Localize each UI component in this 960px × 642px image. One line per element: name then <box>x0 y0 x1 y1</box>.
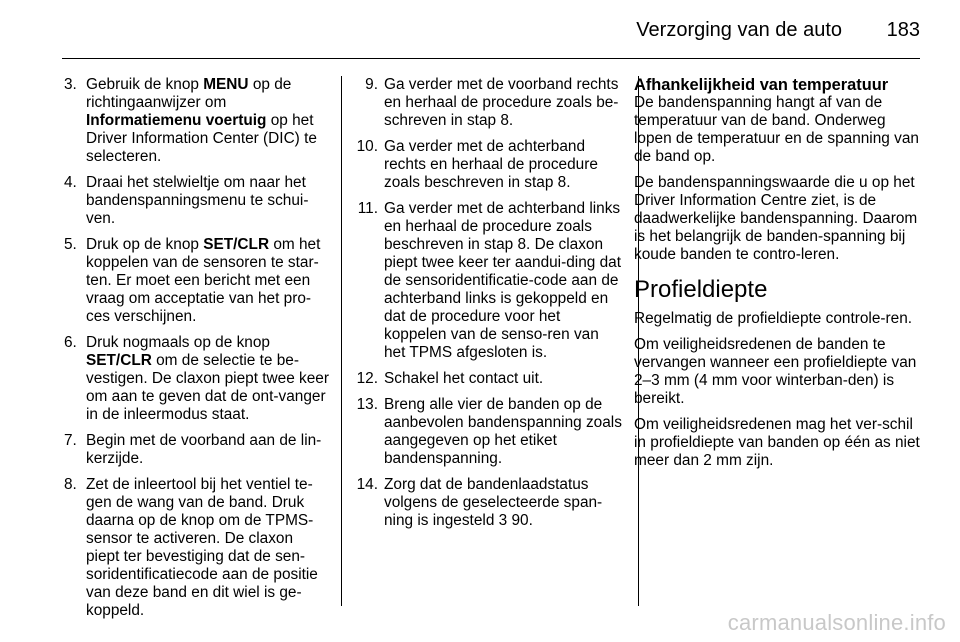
step-item <box>358 476 622 530</box>
step-text: Druk op de knop <box>86 236 204 253</box>
bold-term: SET/CLR <box>203 236 270 253</box>
column-3 <box>634 76 924 478</box>
step-text: Ga verder met de achterband links en herhaal de procedure zoals beschreven in stap 8. De claxon piept twee keer ter aandui-ding dat de sensoridentificatie-code aan de achterband links is gekoppeld en dat de procedure voor het koppelen van de senso-ren van het TPMS afgesloten is. <box>384 200 621 361</box>
step-text: Ga verder met de achterband rechts en herhaal de procedure zoals beschreven in stap 8. <box>384 138 598 191</box>
step-number: 7. <box>64 432 77 449</box>
step-text: Zet de inleertool bij het ventiel te-gen de wang van de band. Druk daarna op de knop om de TPMS-sensor te activeren. De claxon piept ter bevestiging dat de sen-soridentificatiecode aan de positie van deze band en dit wiel is ge-koppeld. <box>86 476 318 619</box>
column-2-steps <box>358 76 622 538</box>
section-title-profieldiepte: Profieldiepte <box>634 276 768 303</box>
header-title: Verzorging van de auto <box>636 19 842 41</box>
step-number: 5. <box>64 236 77 253</box>
step-item <box>64 76 330 166</box>
step-item <box>64 334 330 424</box>
profile-paragraph: Om veiligheidsredenen mag het ver-schil in profieldiepte van banden op één as niet meer dan 2 mm zijn. <box>634 416 920 469</box>
step-item <box>64 476 330 620</box>
step-number: 12. <box>356 370 378 387</box>
profile-paragraph: Regelmatig de profieldiepte controle-ren. <box>634 310 913 327</box>
bold-term: SET/CLR <box>86 352 152 369</box>
watermark: carmanualsonline.info <box>727 610 946 635</box>
step-text: Schakel het contact uit. <box>384 370 544 387</box>
step-item <box>64 432 330 468</box>
step-number: 8. <box>64 476 77 493</box>
step-text: Zorg dat de bandenlaadstatus volgens de geselecteerde span-ning is ingesteld <box>384 476 603 529</box>
step-text: Breng alle vier de banden op de aanbevolen bandenspanning zoals aangegeven op het etiket bandenspanning. <box>384 396 622 467</box>
bold-term: Informatiemenu voertuig <box>86 112 267 129</box>
step-number: 3. <box>64 76 77 93</box>
bold-term: MENU <box>203 76 249 93</box>
step-number: 9. <box>365 76 378 93</box>
column-1-steps <box>64 76 330 628</box>
page-header <box>0 0 960 60</box>
step-item <box>358 138 622 192</box>
profile-paragraph: Om veiligheidsredenen de banden te vervangen wanneer een profieldiepte van 2–3 mm (4 mm voor winterban-den) is bereikt. <box>634 336 917 407</box>
step-item <box>358 370 622 388</box>
step-item <box>358 76 622 130</box>
step-text: om het koppelen van de sensoren te star-ten. Er moet een bericht met een vraag om acceptatie van het pro-ces verschijnen. <box>86 236 321 325</box>
step-item <box>358 396 622 468</box>
step-text: Begin met de voorband aan de lin-kerzijde. <box>86 432 322 467</box>
step-text: op het Driver Information Center (DIC) te selecteren. <box>86 112 317 165</box>
page-number: 183 <box>886 19 920 41</box>
step-number: 11. <box>357 200 378 217</box>
step-number: 14. <box>356 476 378 493</box>
step-item <box>64 236 330 326</box>
step-item <box>64 174 330 228</box>
step-text: op de richtingaanwijzer om <box>86 76 292 111</box>
header-rule <box>62 58 920 59</box>
subheading-temperature: Afhankelijkheid van temperatuur <box>634 76 889 94</box>
temperature-paragraph: De bandenspanning hangt af van de temperatuur van de band. Onderweg lopen de temperatuur en de spanning van de band op. <box>634 94 919 165</box>
step-number: 6. <box>64 334 77 351</box>
step-text: Gebruik de knop <box>86 76 204 93</box>
step-text: Druk nogmaals op de knop <box>86 334 270 351</box>
step-number: 10. <box>356 138 378 155</box>
step-text: om de selectie te be-vestigen. De claxon piept twee keer om aan te geven dat de ont-vanger in de inleermodus staat. <box>86 352 329 423</box>
step-text: Ga verder met de voorband rechts en herhaal de procedure zoals be-schreven in stap 8. <box>384 76 619 129</box>
step-text: 90. <box>507 512 533 529</box>
page-ref-icon[interactable]: 3 <box>498 512 508 529</box>
step-number: 13. <box>356 396 378 413</box>
step-text: Draai het stelwieltje om naar het bandenspanningsmenu te schui-ven. <box>86 174 309 227</box>
column-divider-1 <box>341 76 342 606</box>
step-item <box>358 200 622 362</box>
temperature-paragraph: De bandenspanningswaarde die u op het Driver Information Centre ziet, is de daadwerkelijke bandenspanning. Daarom is het belangrijk de banden-spanning bij koude banden te contro-leren. <box>634 174 918 263</box>
step-number: 4. <box>64 174 77 191</box>
